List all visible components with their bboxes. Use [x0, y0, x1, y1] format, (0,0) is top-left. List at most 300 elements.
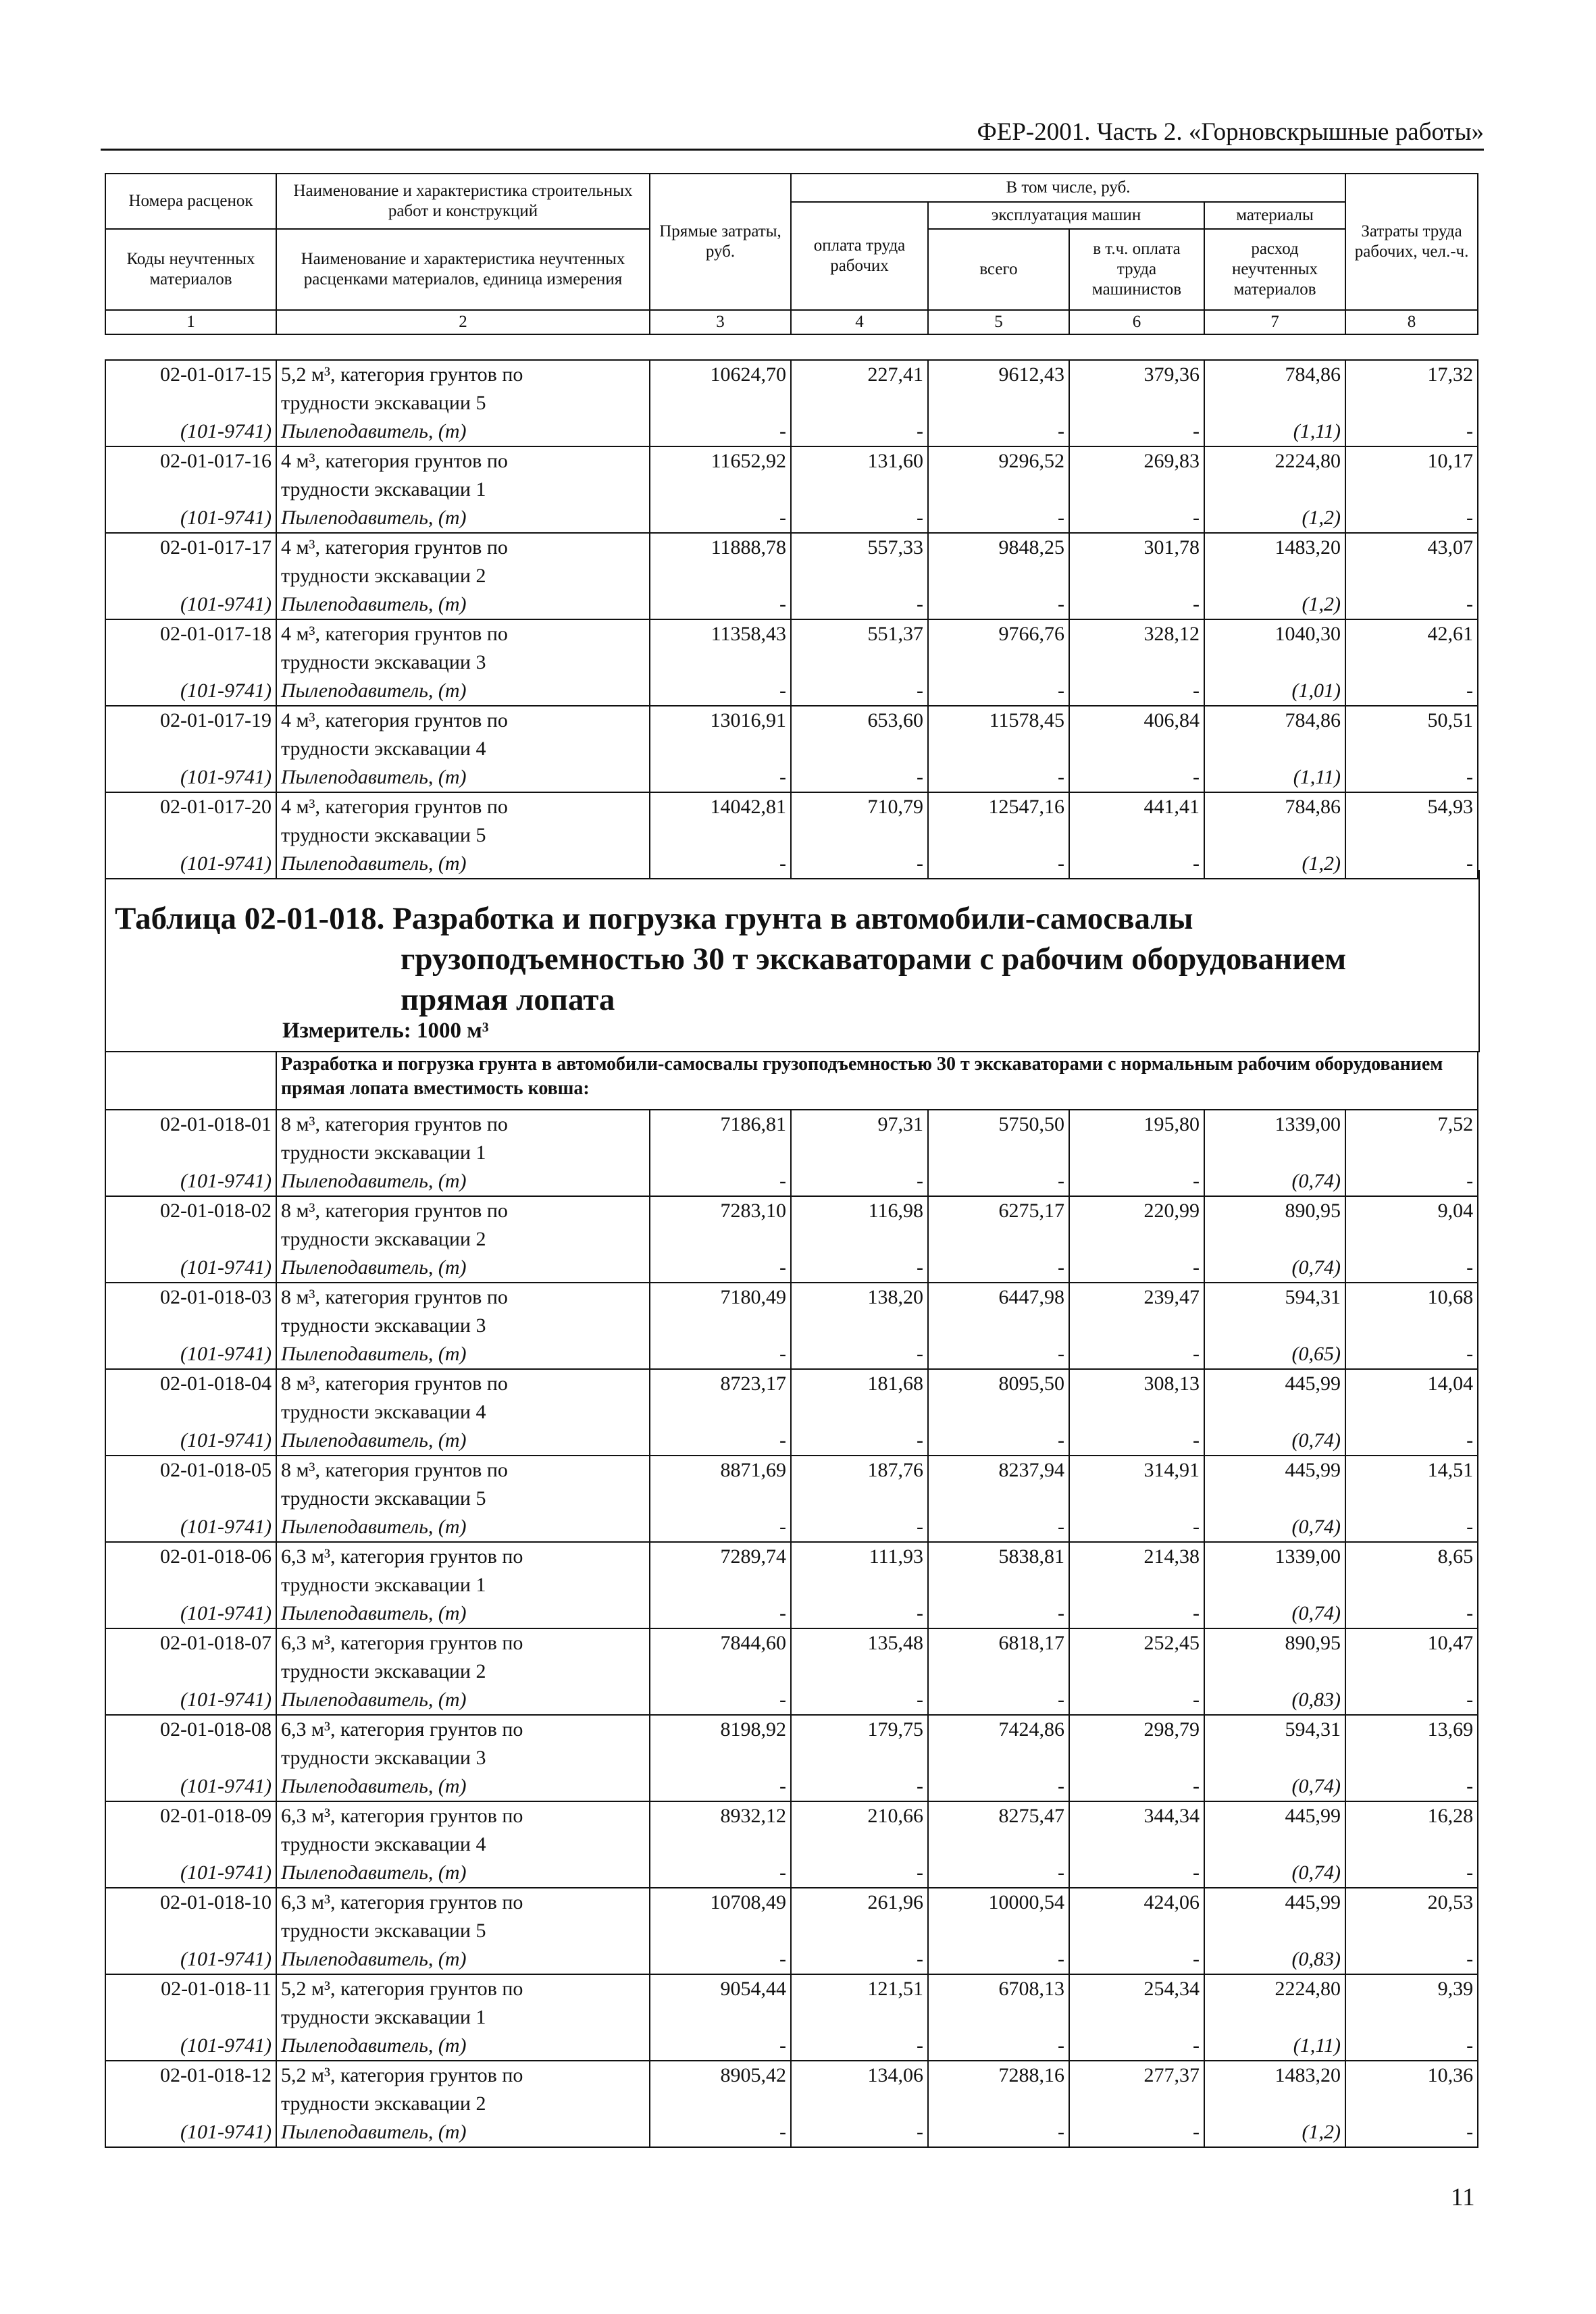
table-row: [105, 1110, 1478, 1167]
labor-hours: 42,61: [1345, 619, 1478, 677]
wages-cost: 710,79: [791, 792, 928, 850]
dash: -: [1069, 1772, 1204, 1801]
dash: -: [1069, 1167, 1204, 1196]
unaccounted-code: (101-9741): [105, 1686, 276, 1715]
unaccounted-code: (101-9741): [105, 504, 276, 533]
material-row: [105, 1945, 1478, 1974]
description-line: трудности экскавации 2: [281, 1660, 486, 1682]
description-line: трудности экскавации 4: [281, 1833, 486, 1855]
materials-cost: 2224,80: [1204, 1974, 1345, 2032]
dash: -: [650, 1772, 791, 1801]
material-row: [105, 763, 1478, 792]
materials-cost: 445,99: [1204, 1801, 1345, 1859]
dash: -: [1069, 1859, 1204, 1888]
dash: -: [928, 417, 1069, 446]
direct-cost: 7283,10: [650, 1196, 791, 1254]
col-unacc-codes: Коды неучтенных материалов: [105, 229, 276, 310]
machines-total: 6818,17: [928, 1628, 1069, 1686]
wages-cost: 111,93: [791, 1542, 928, 1599]
wages-cost: 97,31: [791, 1110, 928, 1167]
material-row: [105, 504, 1478, 533]
dash: -: [791, 1167, 928, 1196]
labor-hours: 10,47: [1345, 1628, 1478, 1686]
description-line: 4 м³, категория грунтов по: [281, 450, 508, 472]
description-line: трудности экскавации 5: [281, 392, 486, 414]
material-consumption: (1,11): [1204, 2032, 1345, 2061]
dash: -: [1069, 1599, 1204, 1628]
material-consumption: (0,74): [1204, 1772, 1345, 1801]
material-row: [105, 1513, 1478, 1542]
unaccounted-code: (101-9741): [105, 677, 276, 706]
table-row: [105, 1283, 1478, 1340]
dash: -: [650, 1599, 791, 1628]
machinist-wages: 298,79: [1069, 1715, 1204, 1772]
dash: -: [1345, 1340, 1478, 1369]
dash: -: [1345, 763, 1478, 792]
col-rate-no: Номера расценок: [105, 174, 276, 229]
table-row: [105, 706, 1478, 763]
col-machinist: в т.ч. оплата труда машинистов: [1069, 229, 1204, 310]
col-mat-cons: расход неучтенных материалов: [1204, 229, 1345, 310]
machinist-wages: 344,34: [1069, 1801, 1204, 1859]
material-name: Пылеподавитель, (т): [276, 1772, 650, 1801]
description-line: 4 м³, категория грунтов по: [281, 536, 508, 559]
materials-cost: 445,99: [1204, 1369, 1345, 1426]
material-row: [105, 2118, 1478, 2147]
dash: -: [650, 1167, 791, 1196]
unaccounted-code: (101-9741): [105, 1599, 276, 1628]
material-name: Пылеподавитель, (т): [276, 2032, 650, 2061]
description-line: трудности экскавации 3: [281, 651, 486, 673]
machinist-wages: 328,12: [1069, 619, 1204, 677]
dash: -: [791, 1599, 928, 1628]
direct-cost: 11358,43: [650, 619, 791, 677]
dash: -: [928, 1254, 1069, 1283]
machines-total: 9848,25: [928, 533, 1069, 590]
direct-cost: 14042,81: [650, 792, 791, 850]
dash: -: [1345, 1686, 1478, 1715]
dash: -: [1345, 677, 1478, 706]
table-row: [105, 792, 1478, 850]
labor-hours: 9,39: [1345, 1974, 1478, 2032]
col-machines: эксплуатация машин: [928, 202, 1204, 229]
material-row: [105, 1772, 1478, 1801]
dash: -: [1345, 1254, 1478, 1283]
materials-cost: 890,95: [1204, 1196, 1345, 1254]
rate-code: 02-01-017-19: [105, 706, 276, 763]
dash: -: [1345, 1513, 1478, 1542]
unaccounted-code: (101-9741): [105, 1340, 276, 1369]
rate-description: [276, 1110, 650, 1167]
material-row: [105, 1254, 1478, 1283]
dash: -: [791, 763, 928, 792]
dash: -: [1069, 590, 1204, 619]
unaccounted-code: (101-9741): [105, 1167, 276, 1196]
direct-cost: 13016,91: [650, 706, 791, 763]
machinist-wages: 277,37: [1069, 2061, 1204, 2118]
dash: -: [1069, 504, 1204, 533]
description-line: трудности экскавации 1: [281, 1574, 486, 1596]
machines-total: 6275,17: [928, 1196, 1069, 1254]
column-number: 7: [1204, 310, 1345, 334]
wages-cost: 135,48: [791, 1628, 928, 1686]
description-line: 8 м³, категория грунтов по: [281, 1459, 508, 1481]
dash: -: [1345, 1945, 1478, 1974]
dash: -: [1069, 1513, 1204, 1542]
dash: -: [1345, 417, 1478, 446]
rate-description: [276, 1715, 650, 1772]
material-name: Пылеподавитель, (т): [276, 850, 650, 879]
dash: -: [650, 1945, 791, 1974]
dash: -: [791, 1340, 928, 1369]
direct-cost: 7186,81: [650, 1110, 791, 1167]
dash: -: [928, 2032, 1069, 2061]
dash: -: [791, 417, 928, 446]
dash: -: [650, 763, 791, 792]
unaccounted-code: (101-9741): [105, 590, 276, 619]
rate-code: 02-01-018-07: [105, 1628, 276, 1686]
dash: -: [928, 677, 1069, 706]
table-row: [105, 1369, 1478, 1426]
rate-code: 02-01-017-18: [105, 619, 276, 677]
description-line: трудности экскавации 1: [281, 1141, 486, 1164]
dash: -: [791, 850, 928, 879]
rate-code: 02-01-017-15: [105, 360, 276, 417]
rate-description: [276, 1542, 650, 1599]
rate-code: 02-01-018-02: [105, 1196, 276, 1254]
material-name: Пылеподавитель, (т): [276, 1254, 650, 1283]
unaccounted-code: (101-9741): [105, 1254, 276, 1283]
direct-cost: 8905,42: [650, 2061, 791, 2118]
wages-cost: 121,51: [791, 1974, 928, 2032]
unaccounted-code: (101-9741): [105, 850, 276, 879]
rate-description: [276, 1801, 650, 1859]
dash: -: [1069, 763, 1204, 792]
machinist-wages: 314,91: [1069, 1456, 1204, 1513]
description-line: трудности экскавации 2: [281, 2092, 486, 2115]
description-line: трудности экскавации 4: [281, 1401, 486, 1423]
rate-description: [276, 1628, 650, 1686]
table-row: [105, 1715, 1478, 1772]
direct-cost: 11652,92: [650, 446, 791, 504]
material-consumption: (1,11): [1204, 763, 1345, 792]
dash: -: [1069, 417, 1204, 446]
description-line: 8 м³, категория грунтов по: [281, 1113, 508, 1135]
material-row: [105, 1859, 1478, 1888]
table-row: [105, 1888, 1478, 1945]
dash: -: [928, 2118, 1069, 2147]
wages-cost: 138,20: [791, 1283, 928, 1340]
column-number: 3: [650, 310, 791, 334]
dash: -: [1345, 850, 1478, 879]
materials-cost: 784,86: [1204, 360, 1345, 417]
materials-cost: 2224,80: [1204, 446, 1345, 504]
dash: -: [650, 504, 791, 533]
column-number: 6: [1069, 310, 1204, 334]
machinist-wages: 195,80: [1069, 1110, 1204, 1167]
dash: -: [1069, 2032, 1204, 2061]
material-name: Пылеподавитель, (т): [276, 504, 650, 533]
dash: -: [791, 1686, 928, 1715]
col-direct: Прямые затраты, руб.: [650, 174, 791, 310]
machines-total: 7424,86: [928, 1715, 1069, 1772]
dash: -: [791, 1426, 928, 1456]
dash: -: [928, 1686, 1069, 1715]
material-consumption: (1,01): [1204, 677, 1345, 706]
table-row: [105, 1801, 1478, 1859]
description-line: 6,3 м³, категория грунтов по: [281, 1632, 523, 1654]
dash: -: [1345, 590, 1478, 619]
wages-cost: 557,33: [791, 533, 928, 590]
dash: -: [791, 1513, 928, 1542]
dash: -: [928, 504, 1069, 533]
dash: -: [1069, 1686, 1204, 1715]
description-line: трудности экскавации 2: [281, 565, 486, 587]
section-subheading: Разработка и погрузка грунта в автомобили-самосвалы грузоподъемностью 30 т экскаваторами с нормальным рабочим оборудованием прямая лопата вместимость ковша:: [276, 1052, 1478, 1110]
wages-cost: 653,60: [791, 706, 928, 763]
col-total: всего: [928, 229, 1069, 310]
wages-cost: 551,37: [791, 619, 928, 677]
machines-total: 9612,43: [928, 360, 1069, 417]
dash: -: [650, 590, 791, 619]
direct-cost: 8723,17: [650, 1369, 791, 1426]
dash: -: [791, 1859, 928, 1888]
page-header: [101, 115, 1484, 151]
wages-cost: 261,96: [791, 1888, 928, 1945]
materials-cost: 784,86: [1204, 792, 1345, 850]
labor-hours: 43,07: [1345, 533, 1478, 590]
material-name: Пылеподавитель, (т): [276, 1426, 650, 1456]
page-number: 11: [1451, 2184, 1475, 2211]
col-wages: оплата труда рабочих: [791, 202, 928, 310]
rate-description: [276, 619, 650, 677]
dash: -: [1069, 677, 1204, 706]
rate-description: [276, 1196, 650, 1254]
dash: -: [650, 1859, 791, 1888]
machinist-wages: 424,06: [1069, 1888, 1204, 1945]
rate-description: [276, 533, 650, 590]
material-row: [105, 590, 1478, 619]
wages-cost: 187,76: [791, 1456, 928, 1513]
machines-total: 9766,76: [928, 619, 1069, 677]
dash: -: [650, 1340, 791, 1369]
machines-total: 5838,81: [928, 1542, 1069, 1599]
machines-total: 9296,52: [928, 446, 1069, 504]
description-line: трудности экскавации 5: [281, 1920, 486, 1942]
dash: -: [928, 1945, 1069, 1974]
machinist-wages: 254,34: [1069, 1974, 1204, 2032]
dash: -: [928, 1513, 1069, 1542]
material-consumption: (1,2): [1204, 2118, 1345, 2147]
rate-code: 02-01-018-09: [105, 1801, 276, 1859]
material-consumption: (0,74): [1204, 1254, 1345, 1283]
machinist-wages: 301,78: [1069, 533, 1204, 590]
dash: -: [928, 1167, 1069, 1196]
wages-cost: 134,06: [791, 2061, 928, 2118]
material-name: Пылеподавитель, (т): [276, 1859, 650, 1888]
materials-cost: 1483,20: [1204, 2061, 1345, 2118]
unaccounted-code: (101-9741): [105, 1513, 276, 1542]
direct-cost: 10624,70: [650, 360, 791, 417]
labor-hours: 7,52: [1345, 1110, 1478, 1167]
rate-code: 02-01-017-20: [105, 792, 276, 850]
col-materials: материалы: [1204, 202, 1345, 229]
labor-hours: 50,51: [1345, 706, 1478, 763]
description-line: 6,3 м³, категория грунтов по: [281, 1718, 523, 1741]
description-line: 8 м³, категория грунтов по: [281, 1286, 508, 1308]
dash: -: [1345, 1859, 1478, 1888]
unaccounted-code: (101-9741): [105, 763, 276, 792]
direct-cost: 8198,92: [650, 1715, 791, 1772]
material-name: Пылеподавитель, (т): [276, 1686, 650, 1715]
column-number: 8: [1345, 310, 1478, 334]
machinist-wages: 379,36: [1069, 360, 1204, 417]
description-line: 8 м³, категория грунтов по: [281, 1200, 508, 1222]
description-line: 5,2 м³, категория грунтов по: [281, 1978, 523, 2000]
machinist-wages: 441,41: [1069, 792, 1204, 850]
dash: -: [928, 1599, 1069, 1628]
machinist-wages: 406,84: [1069, 706, 1204, 763]
description-line: 5,2 м³, категория грунтов по: [281, 2064, 523, 2086]
wages-cost: 179,75: [791, 1715, 928, 1772]
description-line: трудности экскавации 3: [281, 1747, 486, 1769]
direct-cost: 7289,74: [650, 1542, 791, 1599]
dash: -: [1069, 2118, 1204, 2147]
material-consumption: (1,2): [1204, 590, 1345, 619]
dash: -: [1069, 1340, 1204, 1369]
material-consumption: (0,74): [1204, 1167, 1345, 1196]
dash: -: [1345, 1599, 1478, 1628]
description-line: 6,3 м³, категория грунтов по: [281, 1805, 523, 1827]
labor-hours: 14,04: [1345, 1369, 1478, 1426]
dash: -: [928, 1426, 1069, 1456]
table-row: [105, 1974, 1478, 2032]
labor-hours: 10,68: [1345, 1283, 1478, 1340]
materials-cost: 1040,30: [1204, 619, 1345, 677]
dash: -: [928, 590, 1069, 619]
column-number: 4: [791, 310, 928, 334]
table-row: [105, 1196, 1478, 1254]
material-row: [105, 677, 1478, 706]
dash: -: [1069, 850, 1204, 879]
machines-total: 6708,13: [928, 1974, 1069, 2032]
table-header: [105, 173, 1478, 335]
rate-code: 02-01-017-17: [105, 533, 276, 590]
unaccounted-code: (101-9741): [105, 1859, 276, 1888]
material-consumption: (0,74): [1204, 1599, 1345, 1628]
col-labor: Затраты труда рабочих, чел.-ч.: [1345, 174, 1478, 310]
dash: -: [1069, 1945, 1204, 1974]
materials-cost: 1339,00: [1204, 1110, 1345, 1167]
dash: -: [928, 1859, 1069, 1888]
rate-code: 02-01-018-04: [105, 1369, 276, 1426]
rate-code: 02-01-018-05: [105, 1456, 276, 1513]
rate-code: 02-01-018-01: [105, 1110, 276, 1167]
materials-cost: 890,95: [1204, 1628, 1345, 1686]
description-line: 5,2 м³, категория грунтов по: [281, 363, 523, 386]
unaccounted-code: (101-9741): [105, 2032, 276, 2061]
description-line: 4 м³, категория грунтов по: [281, 796, 508, 818]
table-row: [105, 1456, 1478, 1513]
machines-total: 8095,50: [928, 1369, 1069, 1426]
labor-hours: 54,93: [1345, 792, 1478, 850]
material-name: Пылеподавитель, (т): [276, 1340, 650, 1369]
column-number: 5: [928, 310, 1069, 334]
machines-total: 10000,54: [928, 1888, 1069, 1945]
machines-total: 8275,47: [928, 1801, 1069, 1859]
description-line: 8 м³, категория грунтов по: [281, 1372, 508, 1395]
material-row: [105, 1426, 1478, 1456]
section-title-line-3: прямая лопата: [401, 982, 615, 1017]
dash: -: [791, 2032, 928, 2061]
wages-cost: 131,60: [791, 446, 928, 504]
material-name: Пылеподавитель, (т): [276, 417, 650, 446]
rate-description: [276, 2061, 650, 2118]
dash: -: [791, 2118, 928, 2147]
dash: -: [650, 1513, 791, 1542]
material-consumption: (0,74): [1204, 1426, 1345, 1456]
material-row: [105, 2032, 1478, 2061]
dash: -: [650, 677, 791, 706]
table-row: [105, 1542, 1478, 1599]
unaccounted-code: (101-9741): [105, 1945, 276, 1974]
direct-cost: 8871,69: [650, 1456, 791, 1513]
dash: -: [1345, 2118, 1478, 2147]
dash: -: [791, 1772, 928, 1801]
materials-cost: 1483,20: [1204, 533, 1345, 590]
document-title: ФЕР-2001. Часть 2. «Горновскрышные работы»: [977, 118, 1484, 146]
material-name: Пылеподавитель, (т): [276, 1599, 650, 1628]
labor-hours: 20,53: [1345, 1888, 1478, 1945]
material-row: [105, 1599, 1478, 1628]
description-line: трудности экскавации 1: [281, 2006, 486, 2028]
rate-code: 02-01-017-16: [105, 446, 276, 504]
material-row: [105, 1340, 1478, 1369]
column-number: 2: [276, 310, 650, 334]
description-line: 4 м³, категория грунтов по: [281, 623, 508, 645]
material-row: [105, 1686, 1478, 1715]
machinist-wages: 214,38: [1069, 1542, 1204, 1599]
description-line: трудности экскавации 3: [281, 1314, 486, 1337]
dash: -: [928, 1772, 1069, 1801]
machines-total: 12547,16: [928, 792, 1069, 850]
dash: -: [650, 2118, 791, 2147]
description-line: трудности экскавации 5: [281, 824, 486, 846]
dash: -: [791, 590, 928, 619]
materials-cost: 445,99: [1204, 1456, 1345, 1513]
description-line: 4 м³, категория грунтов по: [281, 709, 508, 731]
dash: -: [928, 850, 1069, 879]
table-row: [105, 446, 1478, 504]
description-line: 6,3 м³, категория грунтов по: [281, 1891, 523, 1913]
machines-total: 11578,45: [928, 706, 1069, 763]
dash: -: [791, 1254, 928, 1283]
material-name: Пылеподавитель, (т): [276, 1945, 650, 1974]
labor-hours: 17,32: [1345, 360, 1478, 417]
material-name: Пылеподавитель, (т): [276, 2118, 650, 2147]
col-incl: В том числе, руб.: [791, 174, 1345, 202]
machinist-wages: 220,99: [1069, 1196, 1204, 1254]
dash: -: [928, 763, 1069, 792]
wages-cost: 227,41: [791, 360, 928, 417]
description-line: 6,3 м³, категория грунтов по: [281, 1545, 523, 1568]
material-name: Пылеподавитель, (т): [276, 1167, 650, 1196]
section-title-line-2: грузоподъемностью 30 т экскаваторами с рабочим оборудованием: [401, 942, 1347, 977]
rates-table-018: [105, 1051, 1478, 2148]
machines-total: 5750,50: [928, 1110, 1069, 1167]
labor-hours: 9,04: [1345, 1196, 1478, 1254]
labor-hours: 10,17: [1345, 446, 1478, 504]
